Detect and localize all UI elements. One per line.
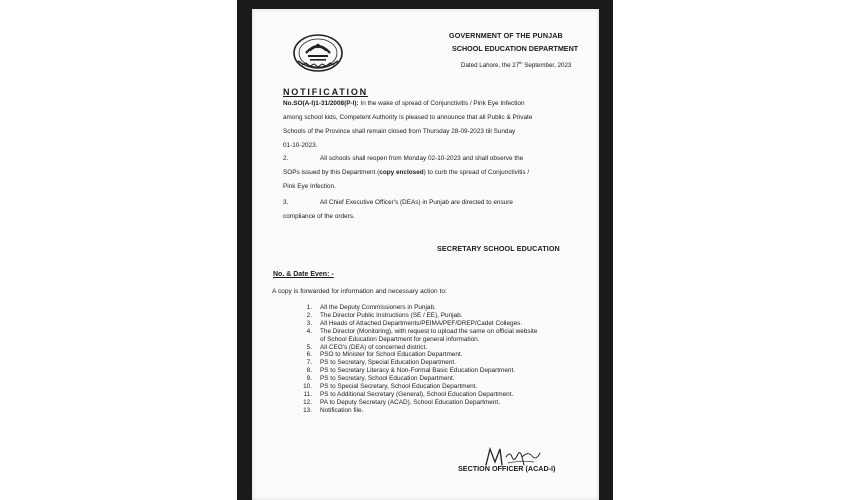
- distribution-item-number: 12.: [303, 398, 312, 406]
- dated-prefix: Dated Lahore, the 27: [461, 62, 520, 70]
- distribution-item-text: The Director Public Instructions (SE / EE), Punjab.: [320, 311, 463, 319]
- paragraph-1-line-1: [283, 97, 532, 111]
- distribution-item-number: 13.: [303, 406, 312, 414]
- paragraph-3-line-1-text: All Chief Executive Officer's (DEAs) in Punjab are directed to ensure: [320, 199, 513, 206]
- distribution-item-text: PS to Additional Secretary (General), School Education Department.: [320, 390, 514, 398]
- distribution-item: [283, 328, 537, 336]
- punjab-emblem-logo: [292, 31, 344, 73]
- distribution-item: [283, 375, 537, 383]
- distribution-item-text: Notification file.: [320, 406, 364, 414]
- distribution-item-text: PS to Special Secretary, School Education Department.: [320, 383, 478, 391]
- distribution-item: [283, 367, 537, 375]
- paragraph-2-line-2-suffix: ) to curb the spread of Conjunctivitis /: [423, 169, 530, 176]
- distribution-item-number: 2.: [306, 311, 312, 319]
- paragraph-2-line-3: Pink Eye Infection.: [283, 183, 336, 190]
- distribution-item-text: PS to Secretary Literacy & Non-Formal Basic Education Department.: [320, 367, 515, 375]
- distribution-item: [283, 407, 537, 415]
- distribution-item-text: All the Deputy Commissioners in Punjab.: [320, 304, 436, 311]
- paragraph-1-line-1-text: In the wake of spread of Conjunctivitis / Pink Eye Infection: [358, 100, 525, 107]
- paragraph-2-line-2-prefix: SOPs issued by this Department (: [283, 169, 380, 176]
- copy-enclosed-emphasis: copy enclosed: [379, 169, 424, 176]
- notification-paragraph-1: [283, 97, 532, 153]
- distribution-item-number: 7.: [306, 359, 312, 367]
- distribution-item: [283, 344, 537, 352]
- paragraph-3-line-2: compliance of the orders.: [283, 213, 355, 220]
- copy-forwarded-intro: A copy is forwarded for information and necessary action to:: [272, 288, 447, 295]
- distribution-item-text: PS to Secretary, School Education Department.: [320, 375, 455, 383]
- dated-ordinal: th: [519, 60, 523, 65]
- department-heading-school-education: SCHOOL EDUCATION DEPARTMENT: [452, 44, 579, 53]
- notification-title: NOTIFICATION: [283, 87, 368, 97]
- distribution-item-number: 9.: [306, 375, 312, 383]
- section-officer-signatory: SECTION OFFICER (ACAD-I): [458, 464, 556, 473]
- distribution-item-number: 1.: [306, 304, 312, 311]
- paragraph-2-line-1: [283, 152, 529, 166]
- paragraph-1-line-4: 01-10-2023.: [283, 142, 318, 149]
- distribution-item-number: 10.: [303, 383, 312, 391]
- paragraph-2-line-1-text: All schools shall reopen from Monday 02-10-2023 and shall observe the: [320, 155, 524, 162]
- distribution-item-number: 4.: [306, 327, 312, 335]
- reference-number: No.SO(A-I)1-31/2008(P-I):: [283, 100, 359, 107]
- distribution-item: [283, 336, 537, 344]
- notification-paragraph-3: [283, 196, 513, 224]
- distribution-item: [283, 383, 537, 391]
- distribution-item-number: 8.: [306, 367, 312, 375]
- distribution-item-number: 11.: [303, 390, 312, 398]
- paragraph-2-number: 2.: [283, 155, 289, 162]
- distribution-item: [283, 399, 537, 407]
- distribution-item: [283, 312, 537, 320]
- paragraph-1-line-2: among school kids, Competent Authority is pleased to announce that all Public & Private: [283, 114, 533, 121]
- distribution-item: [283, 359, 537, 367]
- department-heading-government: GOVERNMENT OF THE PUNJAB: [449, 31, 563, 40]
- paragraph-2-line-2: [283, 166, 529, 180]
- distribution-item-number: 3.: [306, 319, 312, 327]
- distribution-item: [283, 304, 537, 312]
- distribution-item-text: All Heads of Attached Departments/PEIMA/PEF/DREP/Cadet Colleges.: [320, 319, 523, 327]
- distribution-item-text: PS to Secretary, Special Education Department.: [320, 359, 456, 367]
- paragraph-1-line-3: Schools of the Province shall remain closed from Thursday 28-09-2023 till Sunday: [283, 128, 516, 135]
- secretary-signatory: SECRETARY SCHOOL EDUCATION: [437, 244, 560, 253]
- paragraph-3-number: 3.: [283, 199, 289, 206]
- dated-suffix: September, 2023: [522, 62, 572, 70]
- distribution-item-text: The Director (Monitoring), with request to upload the same on official website: [320, 327, 538, 335]
- distribution-item-text: PA to Deputy Secretary (ACAD), School Education Department.: [320, 398, 500, 406]
- distribution-item-text: of School Education Department for general information.: [320, 335, 480, 343]
- distribution-list: [283, 304, 537, 415]
- distribution-item: [283, 351, 537, 359]
- document-page: [252, 9, 599, 500]
- distribution-item: [283, 320, 537, 328]
- no-and-date-heading: No. & Date Even: -: [273, 271, 334, 278]
- distribution-item-text: All CEO's (DEA) of concerned district.: [320, 343, 428, 351]
- distribution-item: [283, 391, 537, 399]
- distribution-item-number: 6.: [306, 351, 312, 359]
- dated-line: [461, 60, 571, 69]
- notification-paragraph-2: [283, 152, 529, 194]
- distribution-item-text: PSO to Minister for School Education Department.: [320, 351, 463, 359]
- distribution-item-number: [283, 336, 320, 344]
- paragraph-3-line-1: [283, 196, 513, 210]
- distribution-item-number: 5.: [306, 343, 312, 351]
